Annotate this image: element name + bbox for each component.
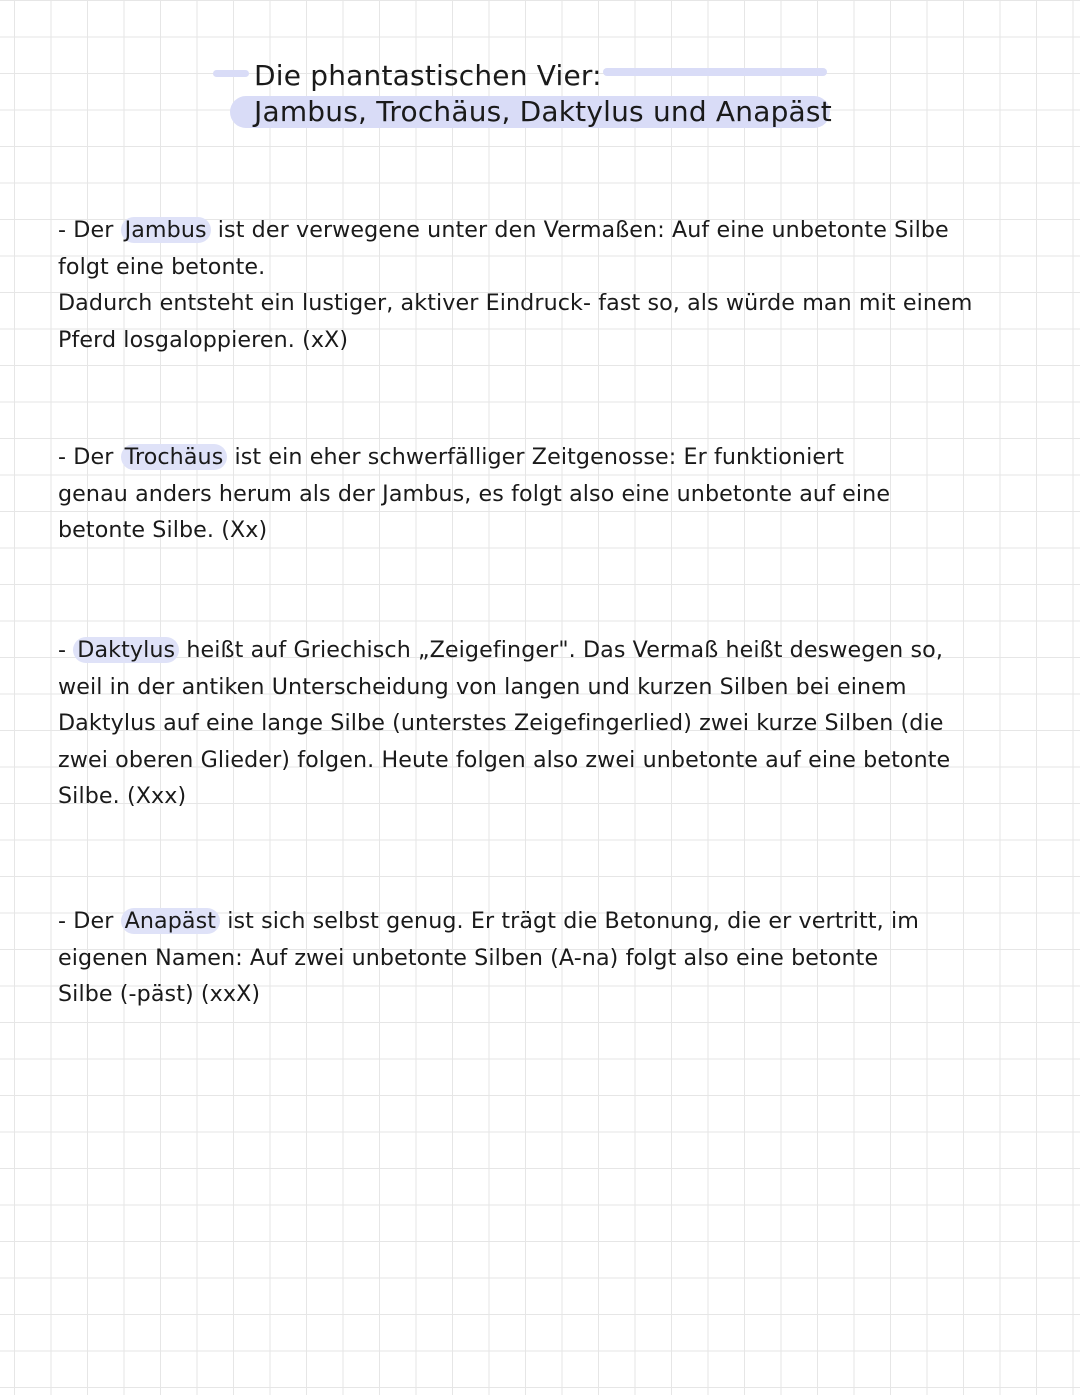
title-block (0, 0, 1080, 140)
paragraph-line (58, 903, 1048, 940)
paragraph-line: Silbe. (Xxx) (58, 783, 187, 810)
paragraph-line: genau anders herum als der Jambus, es folgt also eine unbetonte auf eine (58, 480, 891, 507)
highlighted-term: Jambus (121, 217, 211, 243)
paragraph-line: zwei oberen Glieder) folgen. Heute folgen also zwei unbetonte auf eine betonte (58, 746, 951, 773)
paragraph-prefix: - Der (58, 444, 121, 470)
paragraph-jambus (58, 212, 1048, 358)
paragraph-line: folgt eine betonte. (58, 253, 266, 280)
paragraph-line: Dadurch entsteht ein lustiger, aktiver Eindruck- fast so, als würde man mit einem (58, 290, 973, 317)
paragraph-line: Silbe (-päst) (xxX) (58, 981, 261, 1008)
paragraph-line (58, 439, 1048, 476)
paragraph-daktylus (58, 632, 1048, 815)
paragraph-trochaeus (58, 439, 1048, 549)
paragraph-line (58, 632, 1048, 669)
paragraph-prefix: - Der (58, 217, 121, 243)
highlighted-term: Daktylus (73, 637, 179, 663)
paragraph-line (58, 212, 1048, 249)
highlighted-term: Trochäus (121, 444, 228, 470)
paragraph-prefix: - (58, 637, 74, 663)
paragraph-prefix: - Der (58, 908, 121, 934)
paragraph-text: ist ein eher schwerfälliger Zeitgenosse: Er funktioniert (227, 444, 845, 470)
paragraph-text: heißt auf Griechisch „Zeigefinger". Das Vermaß heißt deswegen so, (179, 637, 943, 663)
title-decoration-left (213, 70, 249, 77)
title-decoration-right (603, 68, 827, 76)
paragraph-line: weil in der antiken Unterscheidung von langen und kurzen Silben bei einem (58, 673, 907, 700)
paragraph-line: Daktylus auf eine lange Silbe (unterstes Zeigefingerlied) zwei kurze Silben (die (58, 710, 944, 737)
page-subtitle: Jambus, Trochäus, Daktylus und Anapäst (254, 95, 832, 128)
paragraph-text: ist der verwegene unter den Vermaßen: Auf eine unbetonte Silbe (210, 217, 949, 243)
highlighted-term: Anapäst (121, 908, 220, 934)
paragraph-line: betonte Silbe. (Xx) (58, 517, 268, 544)
paragraph-text: ist sich selbst genug. Er trägt die Betonung, die er vertritt, im (220, 908, 919, 934)
page-title: Die phantastischen Vier: (254, 59, 602, 92)
paragraph-line: eigenen Namen: Auf zwei unbetonte Silben (A-na) folgt also eine betonte (58, 944, 879, 971)
paragraph-anapaest (58, 903, 1048, 1013)
paragraph-line: Pferd losgaloppieren. (xX) (58, 326, 349, 353)
